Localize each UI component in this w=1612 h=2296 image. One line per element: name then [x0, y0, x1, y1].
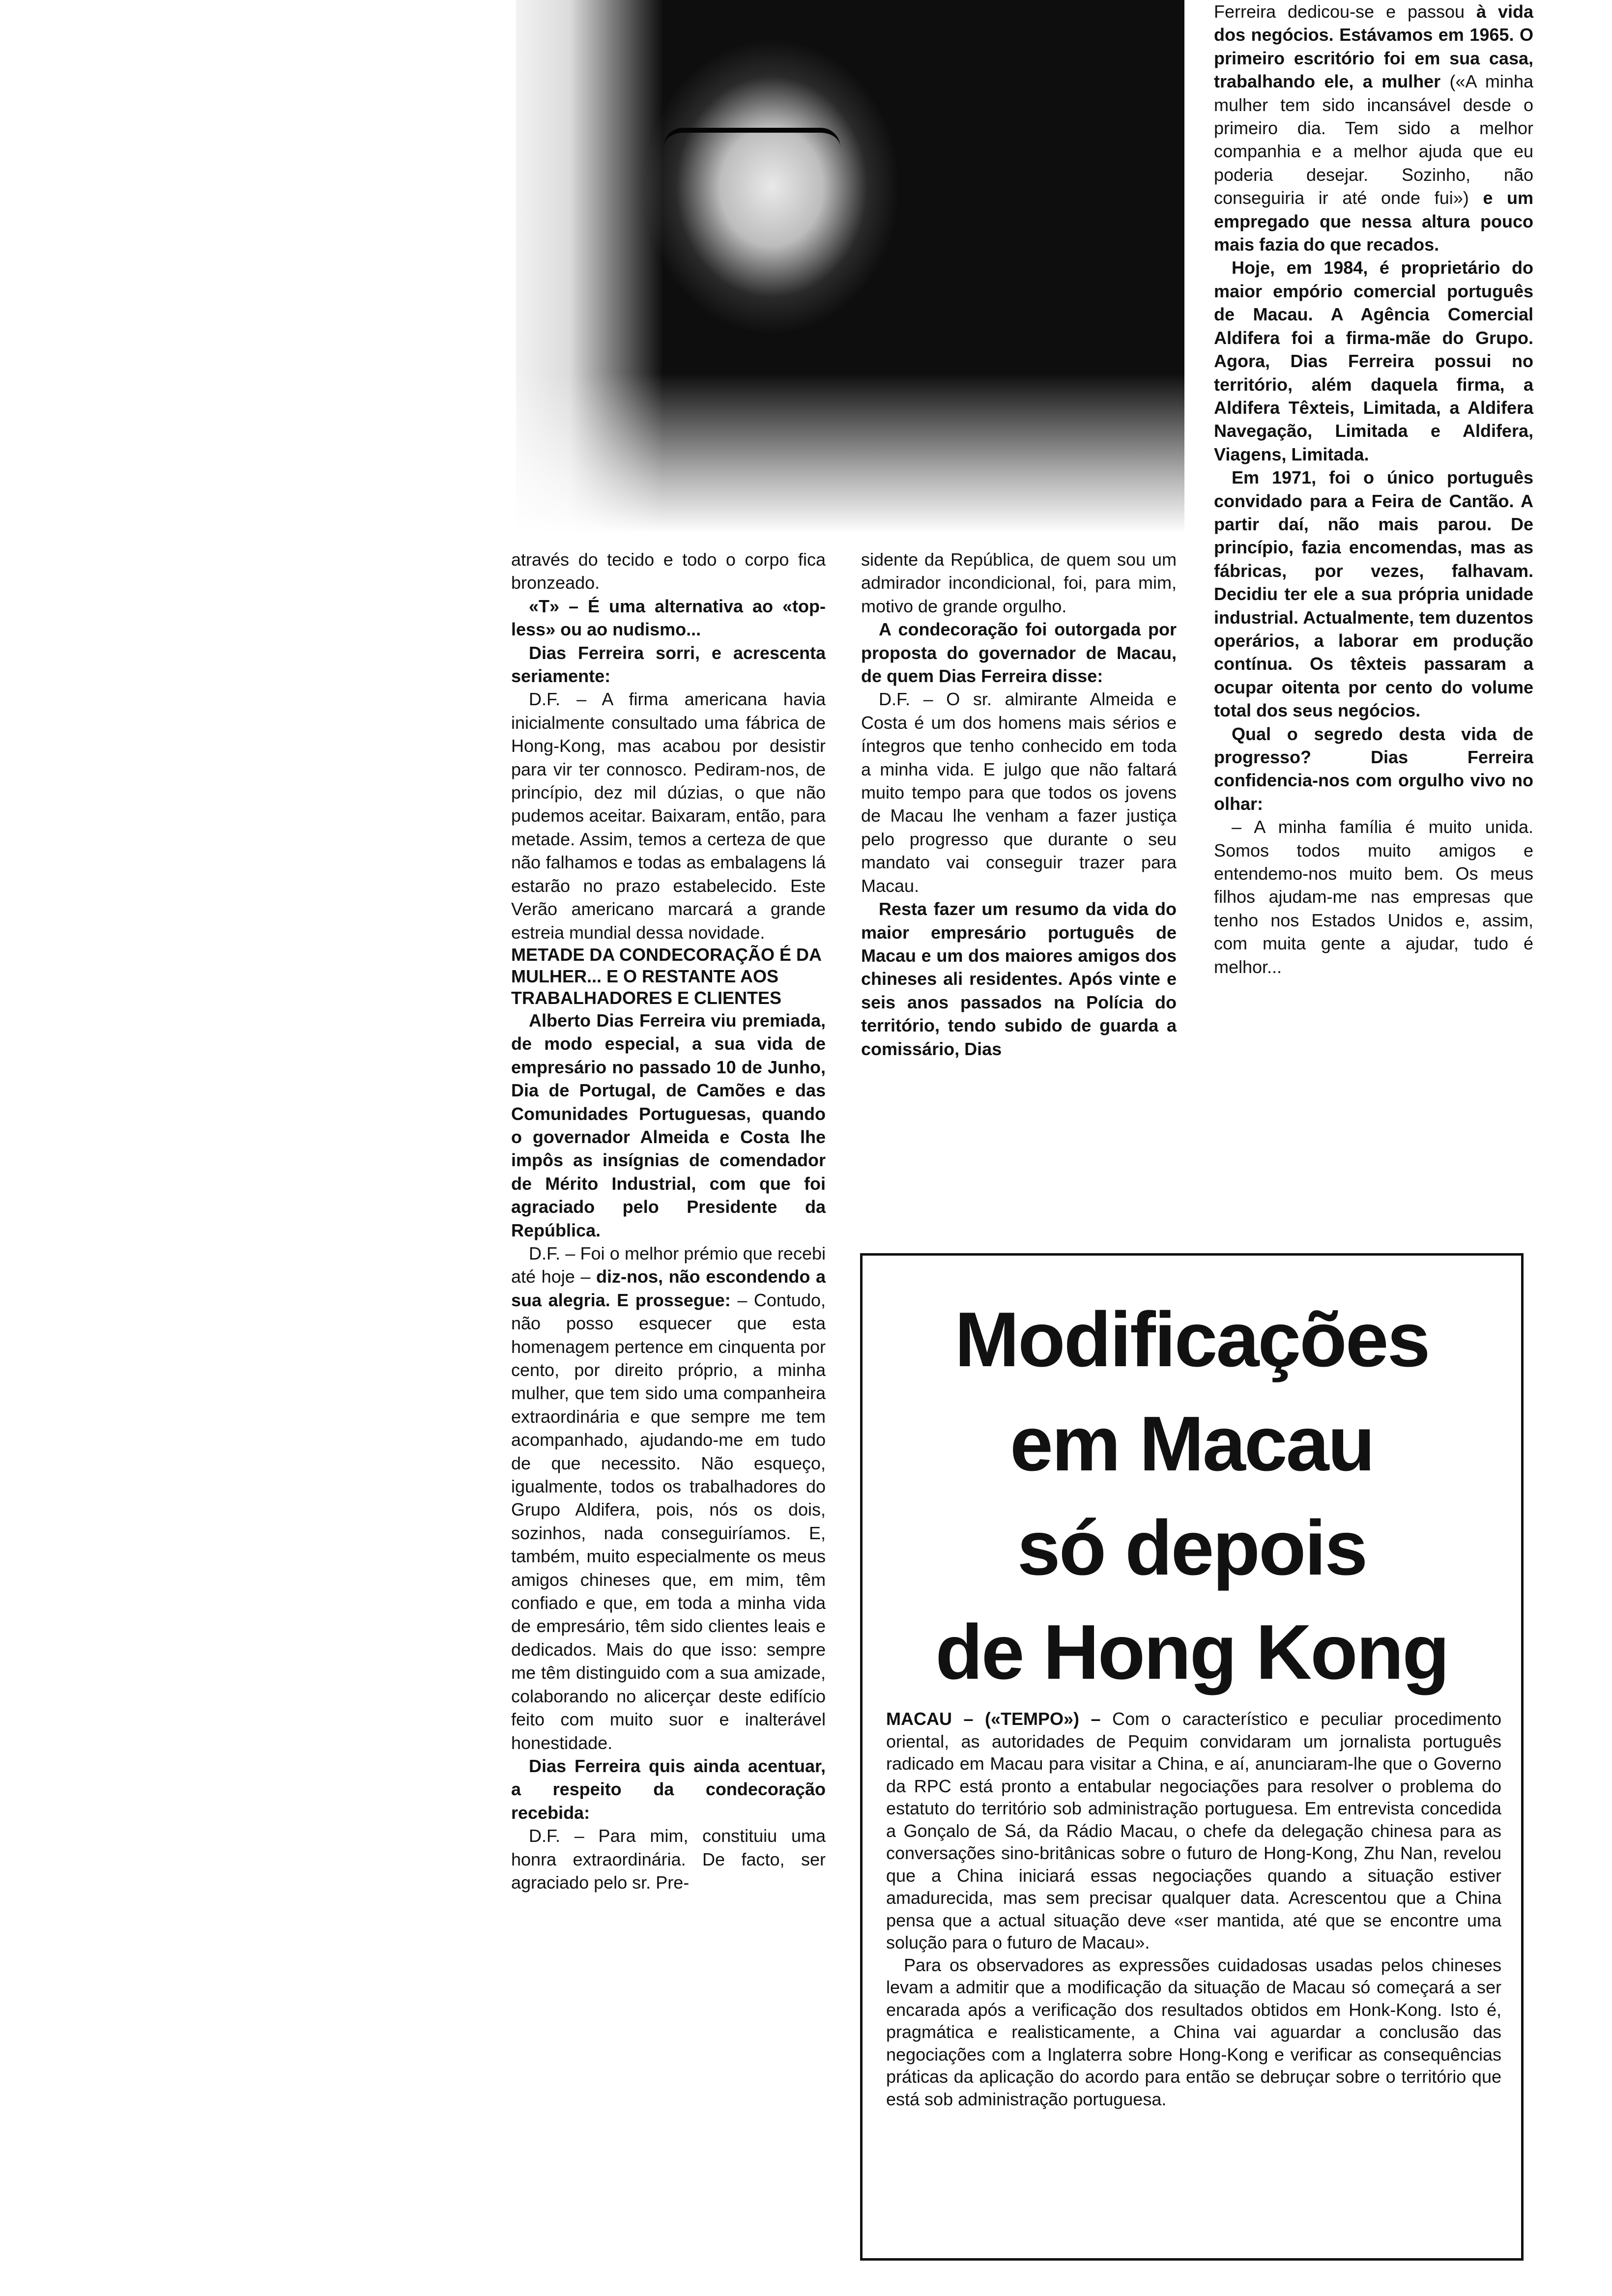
paragraph: D.F. – O sr. almirante Almeida e Costa é um dos homens mais sérios e íntegros que tenho conhecido em toda a minha vida. E julgo que não faltará muito tempo para que todos os jovens de Macau lhe venham a fazer justiça pelo progresso que durante o seu mandato vai conseguir trazer para Macau.: [861, 689, 1177, 896]
paragraph: A condecoração foi outorgada por proposta do governador de Macau, de quem Dias Ferreira disse:: [861, 619, 1177, 687]
paragraph: Em 1971, foi o único português convidado para a Feira de Cantão. A partir daí, não mais parou. De princípio, fazia encomendas, mas as fábricas, por vezes, falhavam. Decidiu ter ele a sua própria unidade industrial. Actualmente, tem duzentos operários, a laborar em produção contínua. Os têxteis passaram a ocupar oitenta por cento do volume total dos seus negócios.: [1214, 467, 1533, 721]
headline-line: em Macau: [1009, 1401, 1374, 1487]
headline-line: Modificações: [954, 1296, 1429, 1383]
paragraph: Para os observadores as expressões cuidadosas usadas pelos chineses levam a admitir que a modificação da situação de Macau só começará a ser encarada após a verificação dos resultados obtidos em Honk-Kong. Isto é, pragmática e realisticamente, a China vai aguardar a conclusão das negociações com a Inglaterra sobre Hong-Kong e verificar as consequências práticas da aplicação do acordo para então se debruçar sobre o território que está sob administração portuguesa.: [886, 1954, 1501, 2109]
text-run: («A minha mulher tem sido incansável desde o primeiro dia. Tem sido a melhor companhia e a melhor ajuda que eu poderia desejar. Sozinho, não conseguiria ir até onde fui»): [1214, 71, 1533, 208]
paragraph: Alberto Dias Ferreira viu premiada, de modo especial, a sua vida de empresário no passado 10 de Junho, Dia de Portugal, de Camões e das Comunidades Portuguesas, quando o governador Almeida e Costa lhe impôs as insígnias de comendador de Mérito Industrial, com que foi agraciado pelo Presidente da República.: [511, 1010, 826, 1240]
headline-line: de Hong Kong: [935, 1609, 1448, 1695]
text-run: Com o característico e peculiar procedimento oriental, as autoridades de Pequim convidaram um jornalista português radicado em Macau para visitar a China, e aí, anunciaram-lhe que o Governo da RPC está pronto a entabular negociações para resolver o problema do estatuto do território sob administração portuguesa. Em entrevista concedida a Gonçalo de Sá, da Rádio Macau, o chefe da delegação chinesa para as conversações sino-britânicas sobre o futuro de Hong-Kong, Zhu Nan, revelou que a China iniciará essas negociações quando a situação estiver amadurecida, mas sem precisar qualquer data. Acrescentou que a China pensa que a actual situação deve «ser mantida, até que se encontre uma solução para o futuro de Macau».: [886, 1709, 1501, 1952]
text-run-bold: e um empregado que nessa altura pouco mais fazia do que recados.: [1214, 188, 1533, 255]
article-column-3: [1214, 0, 1533, 978]
paragraph: – A minha família é muito unida. Somos todos muito amigos e entendemo-nos muito bem. Os meus filhos ajudam-me nas empresas que tenho nos Estados Unidos e, assim, com muita gente a ajudar, tudo é melhor...: [1214, 817, 1533, 977]
text-run-bold: diz-nos, não escondendo a sua alegria. E prossegue:: [511, 1266, 826, 1310]
dateline: MACAU – («TEMPO») –: [886, 1709, 1101, 1729]
text-run: – Contudo, não posso esquecer que esta homenagem pertence em cinquenta por cento, por direito próprio, a minha mulher, que tem sido uma companheira extraordinária e que sempre me tem acompanhado, ajudando-me em tudo de que necessito. Não esqueço, igualmente, todos os trabalhadores do Grupo Aldifera, pois, nós os dois, sozinhos, nada conseguiríamos. E, também, muito especialmente os meus amigos chineses que, em mim, têm confiado e que, em toda a minha vida de empresário, têm sido clientes leais e dedicados. Mais do que isso: sempre me têm distinguido com a sua amizade, colaborando no alicerçar deste edifício feito com muito suor e inalterável honestidade.: [511, 1290, 826, 1753]
section-heading: METADE DA CONDECORAÇÃO É DA MULHER... E O RESTANTE AOS TRABALHADORES E CLIENTES: [511, 944, 821, 1008]
text-run-bold: à vida dos negócios. Estávamos em 1965. O primeiro escritório foi em sua casa, trabalhando ele, a mulher: [1214, 1, 1533, 92]
news-box: [860, 1253, 1524, 2261]
photo-fade: [516, 0, 1184, 533]
paragraph: através do tecido e todo o corpo fica bronzeado.: [511, 549, 826, 593]
paragraph: Hoje, em 1984, é proprietário do maior empório comercial português de Macau. A Agência Comercial Aldifera foi a firma-mãe do Grupo. Agora, Dias Ferreira possui no território, além daquela firma, a Aldifera Têxteis, Limitada, a Aldifera Navegação, Limitada e Aldifera, Viagens, Limitada.: [1214, 258, 1533, 464]
paragraph: Dias Ferreira quis ainda acentuar, a respeito da condecoração recebida:: [511, 1755, 826, 1823]
article-column-1: [511, 548, 826, 1894]
paragraph: D.F. – A firma americana havia inicialmente consultado uma fábrica de Hong-Kong, mas acabou por desistir para vir ter connosco. Pediram-nos, de princípio, dez mil dúzias, o que não pudemos aceitar. Baixaram, então, para metade. Assim, temos a certeza de que não falhamos e todas as embalagens lá estarão no prazo estabelecido. Este Verão americano marcará a grande estreia mundial dessa novidade.: [511, 689, 826, 943]
portrait-photo: [516, 0, 1184, 533]
text-run: Ferreira dedicou-se e passou: [1214, 1, 1465, 22]
paragraph: D.F. – Para mim, constituiu uma honra extraordinária. De facto, ser agraciado pelo sr. Pre-: [511, 1826, 826, 1893]
box-headline: [863, 1288, 1521, 1704]
paragraph: Qual o segredo desta vida de progresso? Dias Ferreira confidencia-nos com orgulho vivo no olhar:: [1214, 723, 1533, 814]
paragraph: [1214, 0, 1533, 256]
article-column-2: [861, 548, 1177, 1061]
paragraph: sidente da República, de quem sou um admirador incondicional, foi, para mim, motivo de grande orgulho.: [861, 549, 1177, 616]
text-run: D.F. – Foi o melhor prémio que recebi até hoje –: [511, 1243, 826, 1287]
paragraph: [511, 1242, 826, 1754]
paragraph: Resta fazer um resumo da vida do maior empresário português de Macau e um dos maiores amigos dos chineses ali residentes. Após vinte e seis anos passados na Polícia do território, tendo subido de guarda a comissário, Dias: [861, 899, 1177, 1059]
paragraph: [886, 1708, 1501, 1954]
headline-line: só depois: [1017, 1505, 1367, 1591]
paragraph: «T» – É uma alternativa ao «top-less» ou ao nudismo...: [511, 596, 826, 640]
paragraph: Dias Ferreira sorri, e acrescenta seriamente:: [511, 642, 826, 687]
box-body: [886, 1708, 1501, 2110]
